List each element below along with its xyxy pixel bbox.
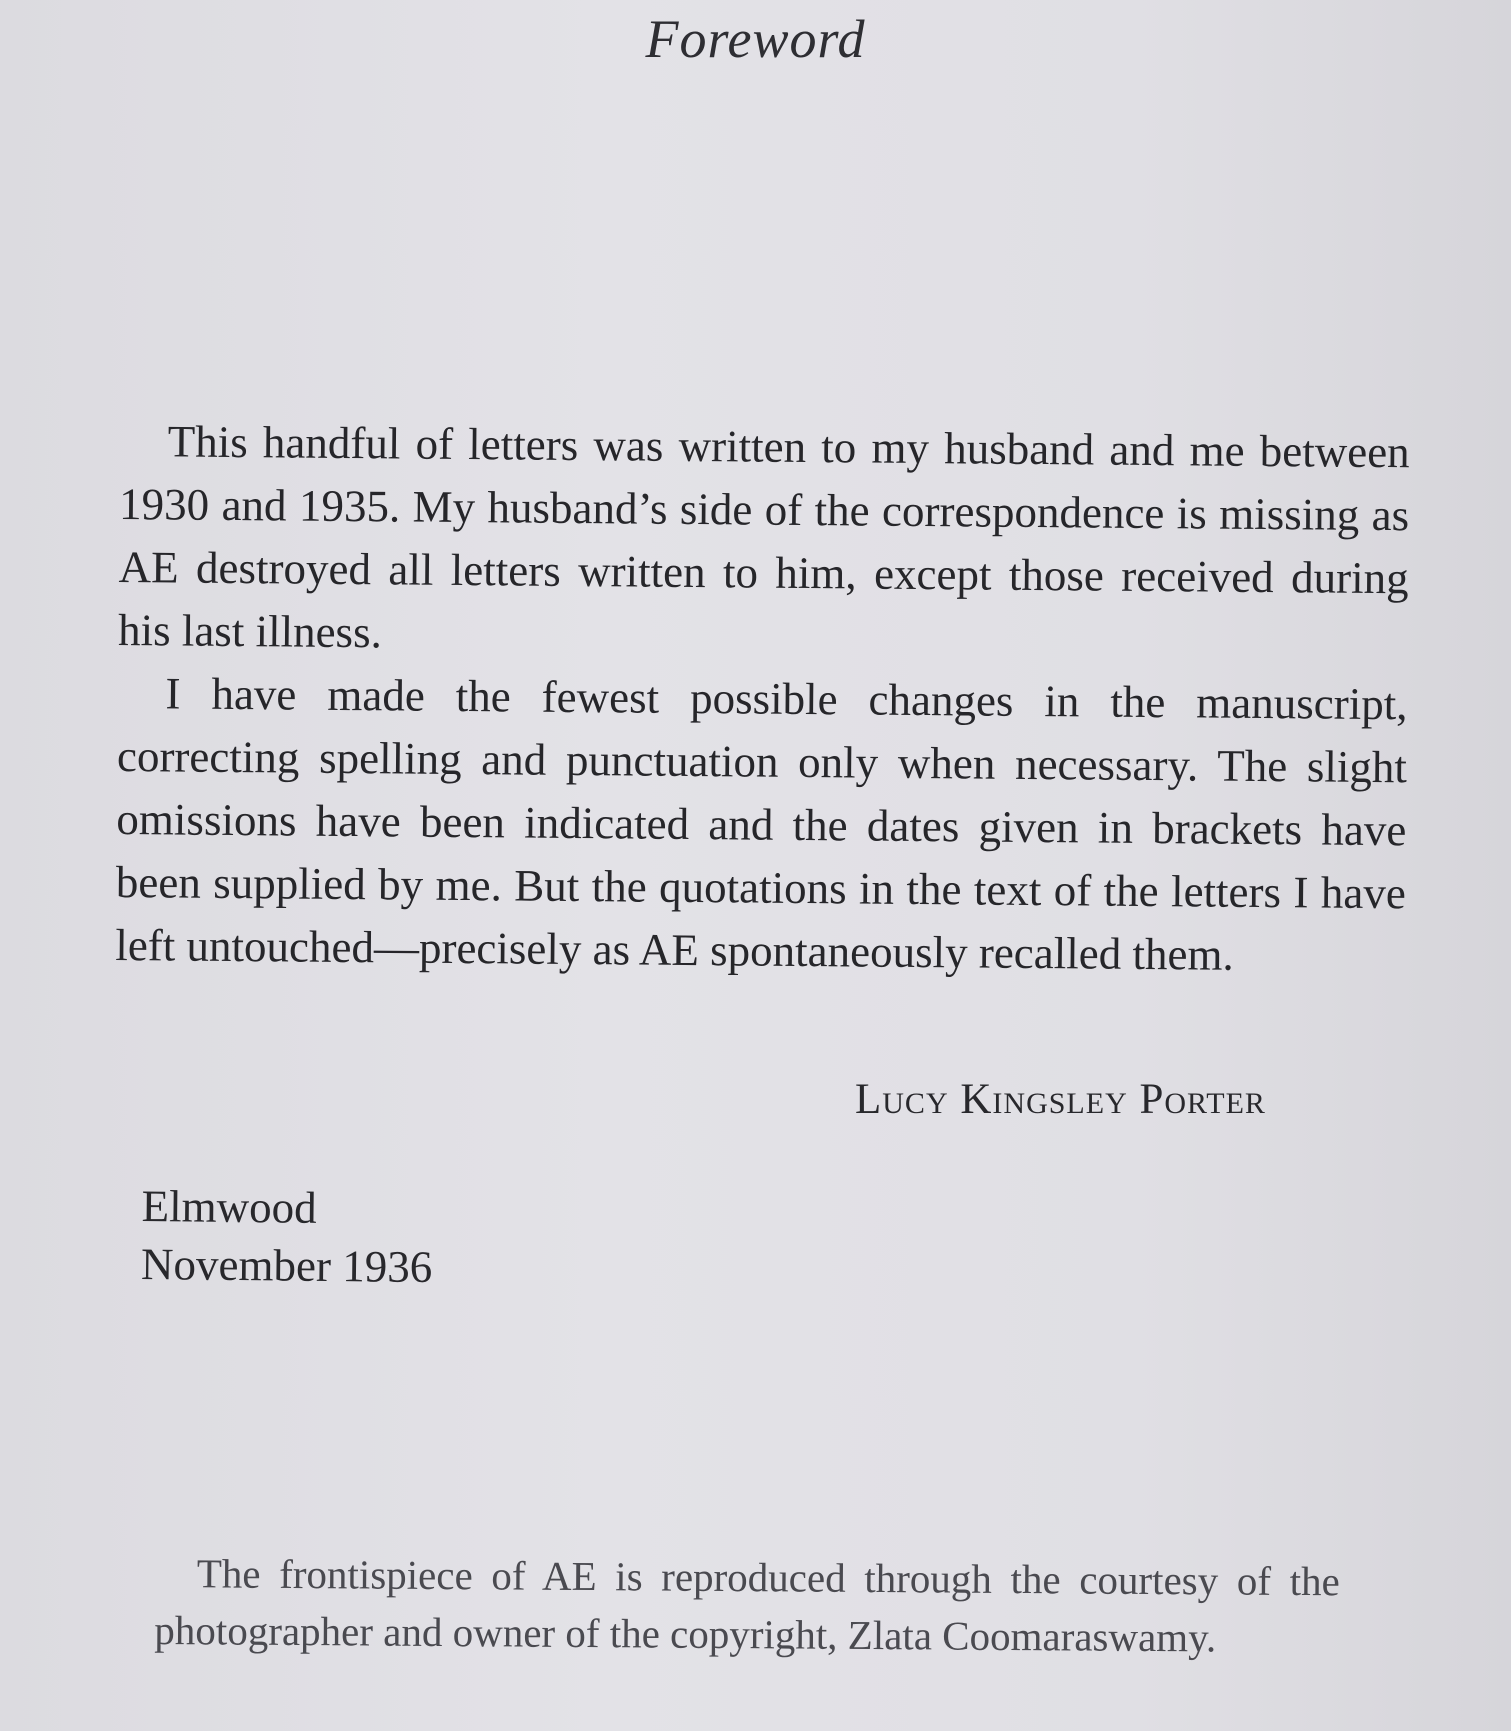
paragraph-2: I have made the fewest possible changes in the manuscript, correcting spelling and punctuation only when necessary. The slight omissions have been indicated and the dates given in brackets have been supplied by me. But the quotations in the text of the letters I have left untouched—precisely as AE spontaneously recalled them. [115, 668, 1408, 980]
dateline [141, 1177, 433, 1296]
date-line: November 1936 [140, 1238, 433, 1293]
frontispiece-note [154, 1545, 1340, 1667]
page-heading: Foreword [645, 9, 866, 69]
place-name: Elmwood [141, 1180, 317, 1233]
frontispiece-note-text: The frontispiece of AE is reproduced through the courtesy of the photographer and owner of the copyright, Zlata Coomaraswamy. [154, 1550, 1340, 1661]
foreword-body [115, 410, 1410, 988]
author-signature: Lucy Kingsley Porter [855, 1076, 1266, 1123]
paragraph-1: This handful of letters was written to my husband and me between 1930 and 1935. My husband’s side of the correspondence is missing as AE destroyed all letters written to him, except those received during his last illness. [117, 416, 1410, 658]
